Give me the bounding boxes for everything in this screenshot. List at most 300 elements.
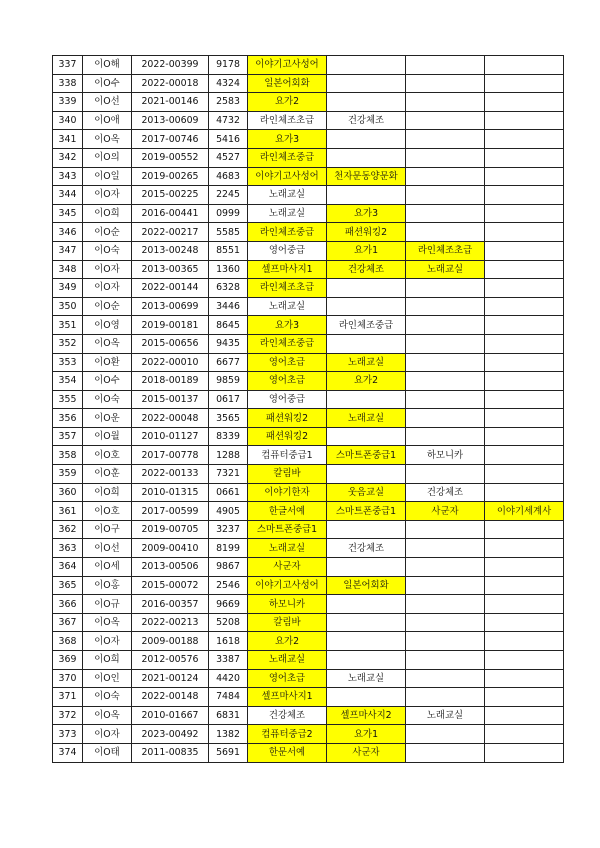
member-code-cell: 3237 (209, 520, 248, 539)
row-number-cell: 363 (53, 539, 83, 558)
row-number-cell: 347 (53, 241, 83, 260)
row-number-cell: 338 (53, 74, 83, 93)
member-id-cell: 2013-00506 (132, 558, 209, 577)
table-row (53, 595, 564, 614)
table-row (53, 279, 564, 298)
class-cell (485, 372, 564, 391)
table-row (53, 223, 564, 242)
class-cell (406, 353, 485, 372)
class-cell (406, 427, 485, 446)
class-cell: 노래교실 (406, 706, 485, 725)
class-cell: 칼림바 (248, 613, 327, 632)
member-code-cell: 9867 (209, 558, 248, 577)
class-cell: 노래교실 (248, 186, 327, 205)
member-code-cell: 4732 (209, 111, 248, 130)
class-cell (327, 334, 406, 353)
table-row (53, 483, 564, 502)
table-row (53, 427, 564, 446)
member-id-cell: 2021-00124 (132, 669, 209, 688)
member-name-cell: 이O자 (83, 632, 132, 651)
class-cell (406, 186, 485, 205)
table-row (53, 204, 564, 223)
member-name-cell: 이O희 (83, 483, 132, 502)
member-name-cell: 이O훈 (83, 465, 132, 484)
class-cell (406, 595, 485, 614)
class-cell: 이야기고사성어 (248, 167, 327, 186)
row-number-cell: 339 (53, 93, 83, 112)
class-cell: 요가2 (327, 372, 406, 391)
class-cell (485, 390, 564, 409)
member-id-cell: 2018-00189 (132, 372, 209, 391)
table-row (53, 651, 564, 670)
class-cell (327, 520, 406, 539)
member-id-cell: 2015-00656 (132, 334, 209, 353)
class-cell (406, 130, 485, 149)
member-name-cell: 이O희 (83, 651, 132, 670)
class-cell: 컴퓨터중급1 (248, 446, 327, 465)
member-id-cell: 2010-01315 (132, 483, 209, 502)
row-number-cell: 350 (53, 297, 83, 316)
table-row (53, 688, 564, 707)
class-cell (406, 279, 485, 298)
table-row (53, 111, 564, 130)
table-row (53, 316, 564, 335)
row-number-cell: 369 (53, 651, 83, 670)
member-id-cell: 2012-00576 (132, 651, 209, 670)
table-row (53, 632, 564, 651)
table-row (53, 297, 564, 316)
member-name-cell: 이O자 (83, 260, 132, 279)
member-id-cell: 2022-00217 (132, 223, 209, 242)
member-id-cell: 2021-00146 (132, 93, 209, 112)
member-name-cell: 이O세 (83, 558, 132, 577)
class-cell (485, 409, 564, 428)
row-number-cell: 371 (53, 688, 83, 707)
row-number-cell: 346 (53, 223, 83, 242)
class-cell (485, 613, 564, 632)
class-cell: 라인체조초급 (248, 111, 327, 130)
class-cell: 사군자 (327, 743, 406, 762)
class-cell: 하모니카 (248, 595, 327, 614)
class-cell (406, 558, 485, 577)
class-cell: 패션워킹2 (248, 427, 327, 446)
member-name-cell: 이O애 (83, 111, 132, 130)
member-name-cell: 이O희 (83, 204, 132, 223)
table-row (53, 390, 564, 409)
member-code-cell: 2583 (209, 93, 248, 112)
table-row (53, 74, 564, 93)
class-cell (406, 316, 485, 335)
class-cell (327, 56, 406, 75)
class-cell: 천자문동양문화 (327, 167, 406, 186)
class-cell: 노래교실 (248, 651, 327, 670)
member-id-cell: 2022-00148 (132, 688, 209, 707)
member-id-cell: 2010-01127 (132, 427, 209, 446)
enrollment-table-body (53, 56, 564, 763)
member-name-cell: 이O수 (83, 372, 132, 391)
class-cell (485, 334, 564, 353)
member-code-cell: 9669 (209, 595, 248, 614)
table-row (53, 465, 564, 484)
row-number-cell: 367 (53, 613, 83, 632)
class-cell: 이야기고사성어 (248, 576, 327, 595)
member-code-cell: 5585 (209, 223, 248, 242)
class-cell (406, 297, 485, 316)
row-number-cell: 364 (53, 558, 83, 577)
class-cell (406, 613, 485, 632)
member-id-cell: 2022-00010 (132, 353, 209, 372)
table-row (53, 260, 564, 279)
member-id-cell: 2013-00365 (132, 260, 209, 279)
member-name-cell: 이O숙 (83, 241, 132, 260)
member-code-cell: 6677 (209, 353, 248, 372)
class-cell (406, 111, 485, 130)
table-row (53, 186, 564, 205)
member-id-cell: 2019-00265 (132, 167, 209, 186)
class-cell (406, 167, 485, 186)
class-cell (485, 725, 564, 744)
member-id-cell: 2010-01667 (132, 706, 209, 725)
class-cell: 요가2 (248, 632, 327, 651)
member-code-cell: 8199 (209, 539, 248, 558)
member-id-cell: 2015-00072 (132, 576, 209, 595)
class-cell (327, 595, 406, 614)
class-cell: 영어초급 (248, 353, 327, 372)
member-code-cell: 0661 (209, 483, 248, 502)
class-cell (485, 204, 564, 223)
class-cell: 패션워킹2 (327, 223, 406, 242)
table-row (53, 56, 564, 75)
class-cell (327, 130, 406, 149)
table-row (53, 725, 564, 744)
member-code-cell: 4905 (209, 502, 248, 521)
table-row (53, 446, 564, 465)
member-id-cell: 2022-00133 (132, 465, 209, 484)
row-number-cell: 354 (53, 372, 83, 391)
class-cell: 웃음교실 (327, 483, 406, 502)
member-name-cell: 이O호 (83, 502, 132, 521)
member-name-cell: 이O호 (83, 446, 132, 465)
member-name-cell: 이O숙 (83, 390, 132, 409)
class-cell: 요가3 (248, 316, 327, 335)
row-number-cell: 372 (53, 706, 83, 725)
member-code-cell: 8645 (209, 316, 248, 335)
table-row (53, 148, 564, 167)
member-name-cell: 이O순 (83, 223, 132, 242)
member-name-cell: 이O구 (83, 520, 132, 539)
member-code-cell: 0999 (209, 204, 248, 223)
member-code-cell: 4527 (209, 148, 248, 167)
class-cell: 라인체조중급 (248, 223, 327, 242)
class-cell: 하모니카 (406, 446, 485, 465)
class-cell (406, 93, 485, 112)
member-code-cell: 3387 (209, 651, 248, 670)
member-id-cell: 2019-00181 (132, 316, 209, 335)
class-cell (406, 669, 485, 688)
class-cell: 요가1 (327, 725, 406, 744)
class-cell (406, 520, 485, 539)
member-name-cell: 이O운 (83, 409, 132, 428)
member-id-cell: 2022-00018 (132, 74, 209, 93)
class-cell: 라인체조초급 (248, 279, 327, 298)
class-cell: 건강체조 (248, 706, 327, 725)
class-cell: 셀프마사지1 (248, 260, 327, 279)
member-code-cell: 6831 (209, 706, 248, 725)
class-cell (406, 651, 485, 670)
table-row (53, 669, 564, 688)
class-cell: 한문서예 (248, 743, 327, 762)
row-number-cell: 349 (53, 279, 83, 298)
class-cell (485, 520, 564, 539)
class-cell (485, 130, 564, 149)
member-name-cell: 이O해 (83, 56, 132, 75)
member-id-cell: 2022-00399 (132, 56, 209, 75)
row-number-cell: 370 (53, 669, 83, 688)
member-id-cell: 2015-00137 (132, 390, 209, 409)
table-row (53, 409, 564, 428)
class-cell (485, 651, 564, 670)
class-cell (485, 74, 564, 93)
member-id-cell: 2022-00048 (132, 409, 209, 428)
table-row (53, 576, 564, 595)
class-cell (485, 279, 564, 298)
class-cell: 스마트폰중급1 (327, 446, 406, 465)
class-cell (406, 204, 485, 223)
member-id-cell: 2023-00492 (132, 725, 209, 744)
class-cell: 노래교실 (248, 297, 327, 316)
class-cell (485, 353, 564, 372)
member-name-cell: 이O홍 (83, 576, 132, 595)
class-cell (485, 595, 564, 614)
row-number-cell: 374 (53, 743, 83, 762)
class-cell: 라인체조중급 (327, 316, 406, 335)
class-cell (485, 706, 564, 725)
row-number-cell: 359 (53, 465, 83, 484)
class-cell (406, 576, 485, 595)
member-id-cell: 2009-00188 (132, 632, 209, 651)
class-cell (485, 688, 564, 707)
enrollment-table (52, 55, 564, 763)
class-cell (485, 223, 564, 242)
class-cell: 노래교실 (327, 409, 406, 428)
row-number-cell: 345 (53, 204, 83, 223)
class-cell (327, 632, 406, 651)
class-cell (327, 297, 406, 316)
table-row (53, 520, 564, 539)
row-number-cell: 340 (53, 111, 83, 130)
class-cell (406, 223, 485, 242)
member-name-cell: 이O태 (83, 743, 132, 762)
class-cell (406, 632, 485, 651)
member-name-cell: 이O일 (83, 167, 132, 186)
class-cell (485, 576, 564, 595)
class-cell: 이야기한자 (248, 483, 327, 502)
row-number-cell: 351 (53, 316, 83, 335)
table-row (53, 334, 564, 353)
row-number-cell: 342 (53, 148, 83, 167)
member-name-cell: 이O영 (83, 316, 132, 335)
class-cell: 이야기고사성어 (248, 56, 327, 75)
class-cell: 노래교실 (248, 204, 327, 223)
class-cell (406, 539, 485, 558)
class-cell: 노래교실 (327, 669, 406, 688)
table-row (53, 167, 564, 186)
class-cell (485, 483, 564, 502)
class-cell: 칼림바 (248, 465, 327, 484)
class-cell (406, 372, 485, 391)
class-cell (327, 148, 406, 167)
member-code-cell: 1360 (209, 260, 248, 279)
table-row (53, 743, 564, 762)
row-number-cell: 356 (53, 409, 83, 428)
class-cell (406, 74, 485, 93)
class-cell: 영어초급 (248, 372, 327, 391)
member-id-cell: 2017-00778 (132, 446, 209, 465)
member-name-cell: 이O옥 (83, 613, 132, 632)
member-code-cell: 4420 (209, 669, 248, 688)
class-cell (406, 390, 485, 409)
class-cell (485, 743, 564, 762)
class-cell (485, 316, 564, 335)
member-code-cell: 1382 (209, 725, 248, 744)
member-name-cell: 이O규 (83, 595, 132, 614)
member-id-cell: 2022-00144 (132, 279, 209, 298)
class-cell: 라인체조초급 (406, 241, 485, 260)
member-name-cell: 이O옥 (83, 334, 132, 353)
table-row (53, 93, 564, 112)
class-cell (327, 651, 406, 670)
class-cell (327, 93, 406, 112)
member-code-cell: 0617 (209, 390, 248, 409)
class-cell: 스마트폰중급1 (248, 520, 327, 539)
member-code-cell: 1618 (209, 632, 248, 651)
class-cell (406, 743, 485, 762)
row-number-cell: 341 (53, 130, 83, 149)
class-cell (406, 409, 485, 428)
member-name-cell: 이O자 (83, 279, 132, 298)
member-code-cell: 9178 (209, 56, 248, 75)
class-cell (485, 93, 564, 112)
member-name-cell: 이O옥 (83, 706, 132, 725)
class-cell: 이야기세계사 (485, 502, 564, 521)
table-row (53, 130, 564, 149)
class-cell (327, 558, 406, 577)
member-code-cell: 8339 (209, 427, 248, 446)
class-cell (485, 167, 564, 186)
class-cell: 셀프마사지1 (248, 688, 327, 707)
member-name-cell: 이O선 (83, 539, 132, 558)
table-row (53, 539, 564, 558)
class-cell: 한글서예 (248, 502, 327, 521)
class-cell (327, 465, 406, 484)
class-cell: 노래교실 (248, 539, 327, 558)
member-code-cell: 5208 (209, 613, 248, 632)
row-number-cell: 348 (53, 260, 83, 279)
member-id-cell: 2013-00609 (132, 111, 209, 130)
row-number-cell: 365 (53, 576, 83, 595)
table-row (53, 706, 564, 725)
member-id-cell: 2017-00599 (132, 502, 209, 521)
class-cell (485, 465, 564, 484)
member-code-cell: 3446 (209, 297, 248, 316)
row-number-cell: 361 (53, 502, 83, 521)
member-code-cell: 4683 (209, 167, 248, 186)
member-name-cell: 이O인 (83, 669, 132, 688)
class-cell (485, 558, 564, 577)
class-cell (485, 186, 564, 205)
member-id-cell: 2015-00225 (132, 186, 209, 205)
member-name-cell: 이O자 (83, 186, 132, 205)
class-cell: 영어중급 (248, 390, 327, 409)
class-cell: 노래교실 (406, 260, 485, 279)
class-cell (327, 427, 406, 446)
row-number-cell: 362 (53, 520, 83, 539)
row-number-cell: 343 (53, 167, 83, 186)
table-row (53, 613, 564, 632)
class-cell (327, 279, 406, 298)
row-number-cell: 344 (53, 186, 83, 205)
member-id-cell: 2017-00746 (132, 130, 209, 149)
row-number-cell: 358 (53, 446, 83, 465)
class-cell: 요가1 (327, 241, 406, 260)
class-cell (485, 111, 564, 130)
class-cell (485, 148, 564, 167)
class-cell: 라인체조중급 (248, 148, 327, 167)
class-cell (485, 297, 564, 316)
row-number-cell: 368 (53, 632, 83, 651)
class-cell (327, 74, 406, 93)
class-cell: 셀프마사지2 (327, 706, 406, 725)
class-cell (485, 241, 564, 260)
class-cell (327, 186, 406, 205)
member-code-cell: 8551 (209, 241, 248, 260)
class-cell: 건강체조 (327, 539, 406, 558)
class-cell: 영어중급 (248, 241, 327, 260)
member-id-cell: 2013-00699 (132, 297, 209, 316)
member-id-cell: 2019-00705 (132, 520, 209, 539)
table-row (53, 502, 564, 521)
member-code-cell: 3565 (209, 409, 248, 428)
class-cell: 스마트폰중급1 (327, 502, 406, 521)
table-row (53, 353, 564, 372)
row-number-cell: 355 (53, 390, 83, 409)
class-cell: 사군자 (406, 502, 485, 521)
class-cell (485, 632, 564, 651)
member-name-cell: 이O옥 (83, 130, 132, 149)
member-name-cell: 이O숙 (83, 688, 132, 707)
row-number-cell: 337 (53, 56, 83, 75)
class-cell: 영어초급 (248, 669, 327, 688)
member-name-cell: 이O의 (83, 148, 132, 167)
class-cell (406, 688, 485, 707)
class-cell: 일본어회화 (327, 576, 406, 595)
class-cell (406, 148, 485, 167)
class-cell (485, 56, 564, 75)
member-code-cell: 5691 (209, 743, 248, 762)
member-name-cell: 이O월 (83, 427, 132, 446)
class-cell: 패션워킹2 (248, 409, 327, 428)
class-cell (406, 56, 485, 75)
class-cell (327, 688, 406, 707)
member-name-cell: 이O수 (83, 74, 132, 93)
row-number-cell: 357 (53, 427, 83, 446)
member-name-cell: 이O선 (83, 93, 132, 112)
table-row (53, 241, 564, 260)
class-cell: 건강체조 (327, 260, 406, 279)
class-cell (406, 465, 485, 484)
class-cell (485, 427, 564, 446)
class-cell (406, 725, 485, 744)
